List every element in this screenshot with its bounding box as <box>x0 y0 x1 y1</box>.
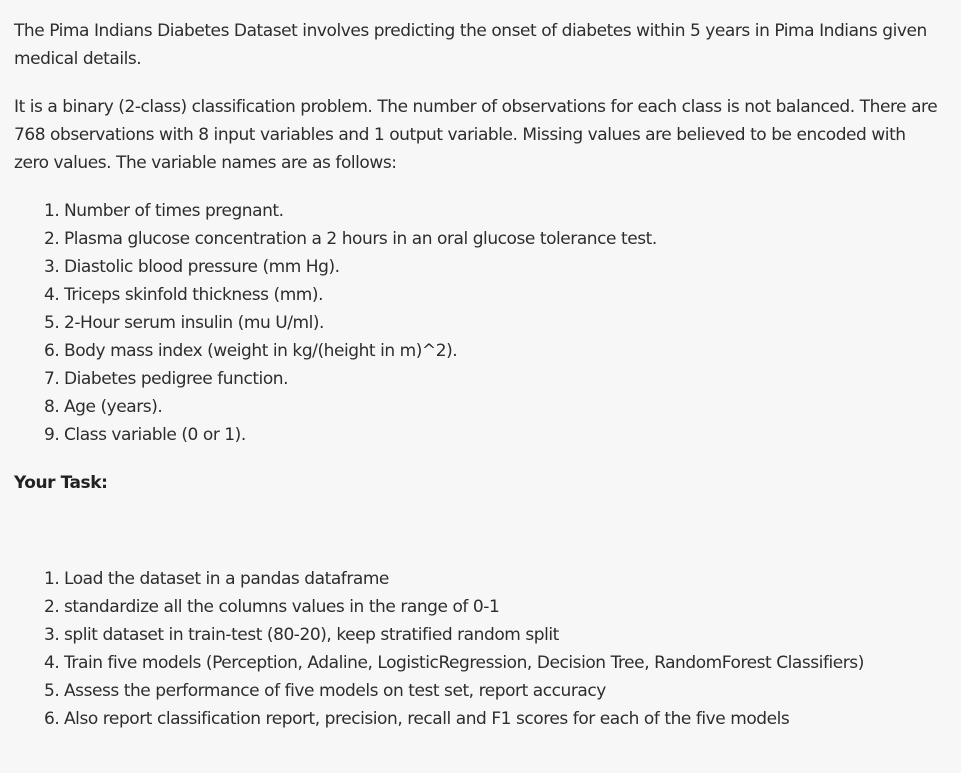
task-item <box>44 621 945 649</box>
list-item-text: Triceps skinfold thickness (mm). <box>64 285 324 305</box>
list-item-text: Body mass index (weight in kg/(height in m)^2). <box>64 341 458 361</box>
list-number: 2. <box>44 229 60 249</box>
list-item-text: 2-Hour serum insulin (mu U/ml). <box>64 313 325 333</box>
list-number: 4. <box>44 653 60 673</box>
variable-item <box>44 365 945 393</box>
task-item <box>44 705 945 733</box>
list-item-text: Load the dataset in a pandas dataframe <box>64 569 389 589</box>
list-number: 6. <box>44 341 60 361</box>
list-number: 1. <box>44 569 60 589</box>
list-number: 8. <box>44 397 60 417</box>
list-number: 3. <box>44 257 60 277</box>
list-item-text: Diabetes pedigree function. <box>64 369 289 389</box>
variable-item <box>44 281 945 309</box>
task-item <box>44 565 945 593</box>
variable-item <box>44 421 945 449</box>
variable-item <box>44 337 945 365</box>
list-item-text: Number of times pregnant. <box>64 201 284 221</box>
list-number: 2. <box>44 597 60 617</box>
task-item <box>44 677 945 705</box>
list-number: 5. <box>44 681 60 701</box>
task-heading: Your Task: <box>14 473 108 493</box>
list-item-text: Plasma glucose concentration a 2 hours in an oral glucose tolerance test. <box>64 229 657 249</box>
variable-item <box>44 225 945 253</box>
list-number: 4. <box>44 285 60 305</box>
list-item-text: Class variable (0 or 1). <box>64 425 246 445</box>
list-number: 5. <box>44 313 60 333</box>
task-item <box>44 593 945 621</box>
list-item-text: Also report classification report, precision, recall and F1 scores for each of the five models <box>64 709 790 729</box>
list-number: 3. <box>44 625 60 645</box>
intro-paragraph: The Pima Indians Diabetes Dataset involves predicting the onset of diabetes within 5 years in Pima Indians given medical details. <box>14 21 927 69</box>
list-item-text: standardize all the columns values in the range of 0-1 <box>64 597 500 617</box>
list-number: 7. <box>44 369 60 389</box>
description-paragraph: It is a binary (2-class) classification problem. The number of observations for each class is not balanced. There are 768 observations with 8 input variables and 1 output variable. Missing values are believed to be encoded with zero values. The variable names are as follows: <box>14 97 938 173</box>
variable-item <box>44 309 945 337</box>
variable-item <box>44 253 945 281</box>
list-item-text: Age (years). <box>64 397 163 417</box>
list-number: 6. <box>44 709 60 729</box>
list-item-text: Train five models (Perception, Adaline, LogisticRegression, Decision Tree, RandomForest Classifiers) <box>64 653 864 673</box>
task-item <box>44 649 945 677</box>
list-item-text: Assess the performance of five models on test set, report accuracy <box>64 681 606 701</box>
variable-item <box>44 197 945 225</box>
variable-item <box>44 393 945 421</box>
list-number: 1. <box>44 201 60 221</box>
task-list <box>14 565 945 733</box>
list-item-text: Diastolic blood pressure (mm Hg). <box>64 257 340 277</box>
variables-list <box>14 197 945 449</box>
list-item-text: split dataset in train-test (80-20), keep stratified random split <box>64 625 559 645</box>
list-number: 9. <box>44 425 60 445</box>
